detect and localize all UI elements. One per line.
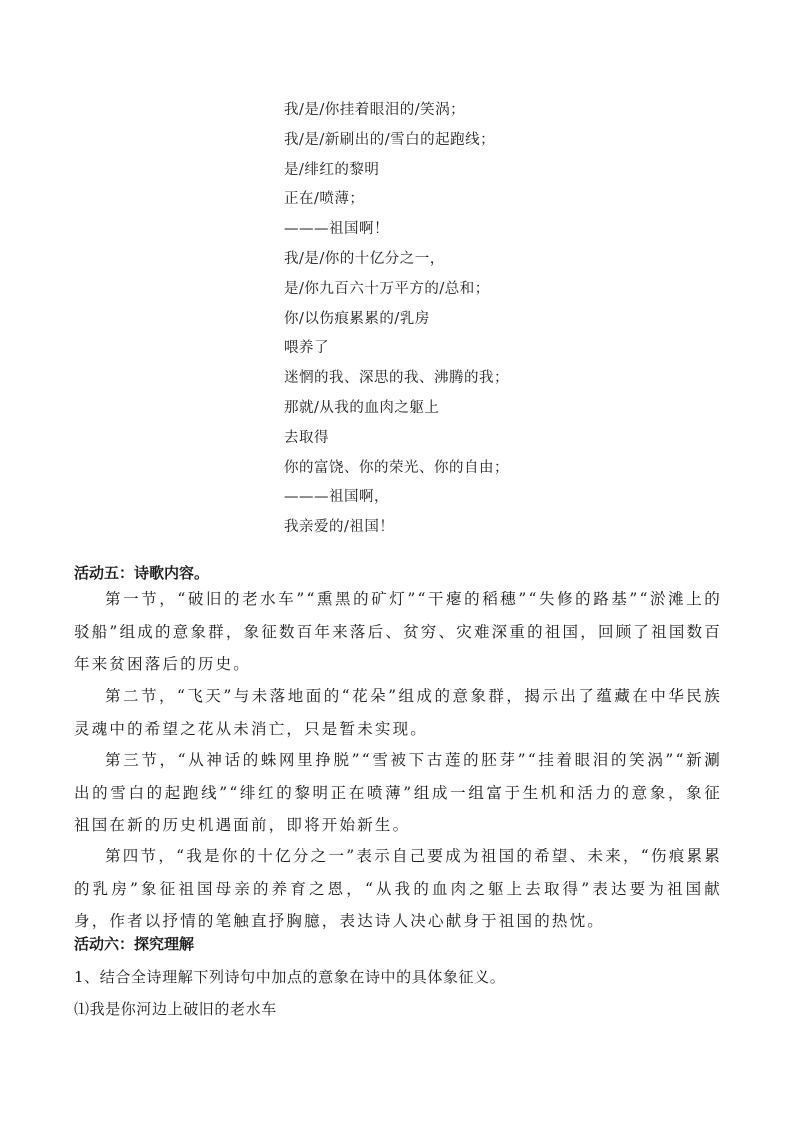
poem-line: 喂养了	[284, 340, 329, 357]
poem-line: 去取得	[284, 429, 329, 446]
poem-excerpt	[284, 96, 704, 543]
poem-line: 那就/从我的血肉之躯上	[284, 399, 440, 416]
poem-line: 迷惘的我、深思的我、沸腾的我；	[284, 370, 509, 387]
poem-line: 你的富饶、你的荣光、你的自由；	[284, 459, 509, 476]
poem-line: 我/是/新刷出的/雪白的起跑线；	[284, 131, 496, 148]
activity5-heading: 活动五：诗歌内容。	[74, 564, 210, 582]
activity6-heading: 活动六：探究理解	[74, 935, 195, 953]
activity5-paragraph-3: 第三节，“从神话的蛛网里挣脱”“雪被下古莲的胚芽”“挂着眼泪的笑涡”“新涮出的雪白的起跑线”“绯红的黎明正在喷薄”组成一组富于生机和活力的意象，象征祖国在新的历史机遇面前，即将开始新生。	[74, 751, 722, 834]
activity6-item-1: ⑴我是你河边上破旧的老水车	[74, 1000, 277, 1018]
activity5-paragraph-1: 第一节，“破旧的老水车”“熏黑的矿灯”“干瘪的稻穗”“失修的路基”“淤滩上的驳船”组成的意象群，象征数百年来落后、贫穷、灾难深重的祖国，回顾了祖国数百年来贫困落后的历史。	[74, 590, 722, 673]
activity5-paragraph-2: 第二节，“飞天”与未落地面的“花朵”组成的意象群，揭示出了蕴藏在中华民族灵魂中的希望之花从未消亡，只是暂未实现。	[74, 687, 722, 738]
poem-line: ———祖国啊，	[284, 489, 389, 506]
poem-line: 是/你九百六十万平方的/总和；	[284, 280, 490, 297]
activity6-question: 1、结合全诗理解下列诗句中加点的意象在诗中的具体象征义。	[74, 968, 506, 986]
poem-line: ———祖国啊！	[284, 221, 389, 238]
poem-line: 你/以伤痕累累的/乳房	[284, 310, 430, 327]
poem-line: 正在/喷薄；	[284, 191, 365, 208]
poem-line: 是/绯红的黎明	[284, 161, 380, 178]
poem-line: 我/是/你挂着眼泪的/笑涡；	[284, 102, 466, 118]
poem-line: 我/是/你的十亿分之一，	[284, 250, 445, 267]
poem-line: 我亲爱的/祖国！	[284, 519, 395, 536]
activity5-paragraph-4: 第四节，“我是你的十亿分之一”表示自己要成为祖国的希望、未来，“伤痕累累的乳房”象征祖国母亲的养育之恩，“从我的血肉之躯上去取得”表达要为祖国献身，作者以抒情的笔触直抒胸臆，表达诗人决心献身于祖国的热忱。	[74, 847, 722, 930]
